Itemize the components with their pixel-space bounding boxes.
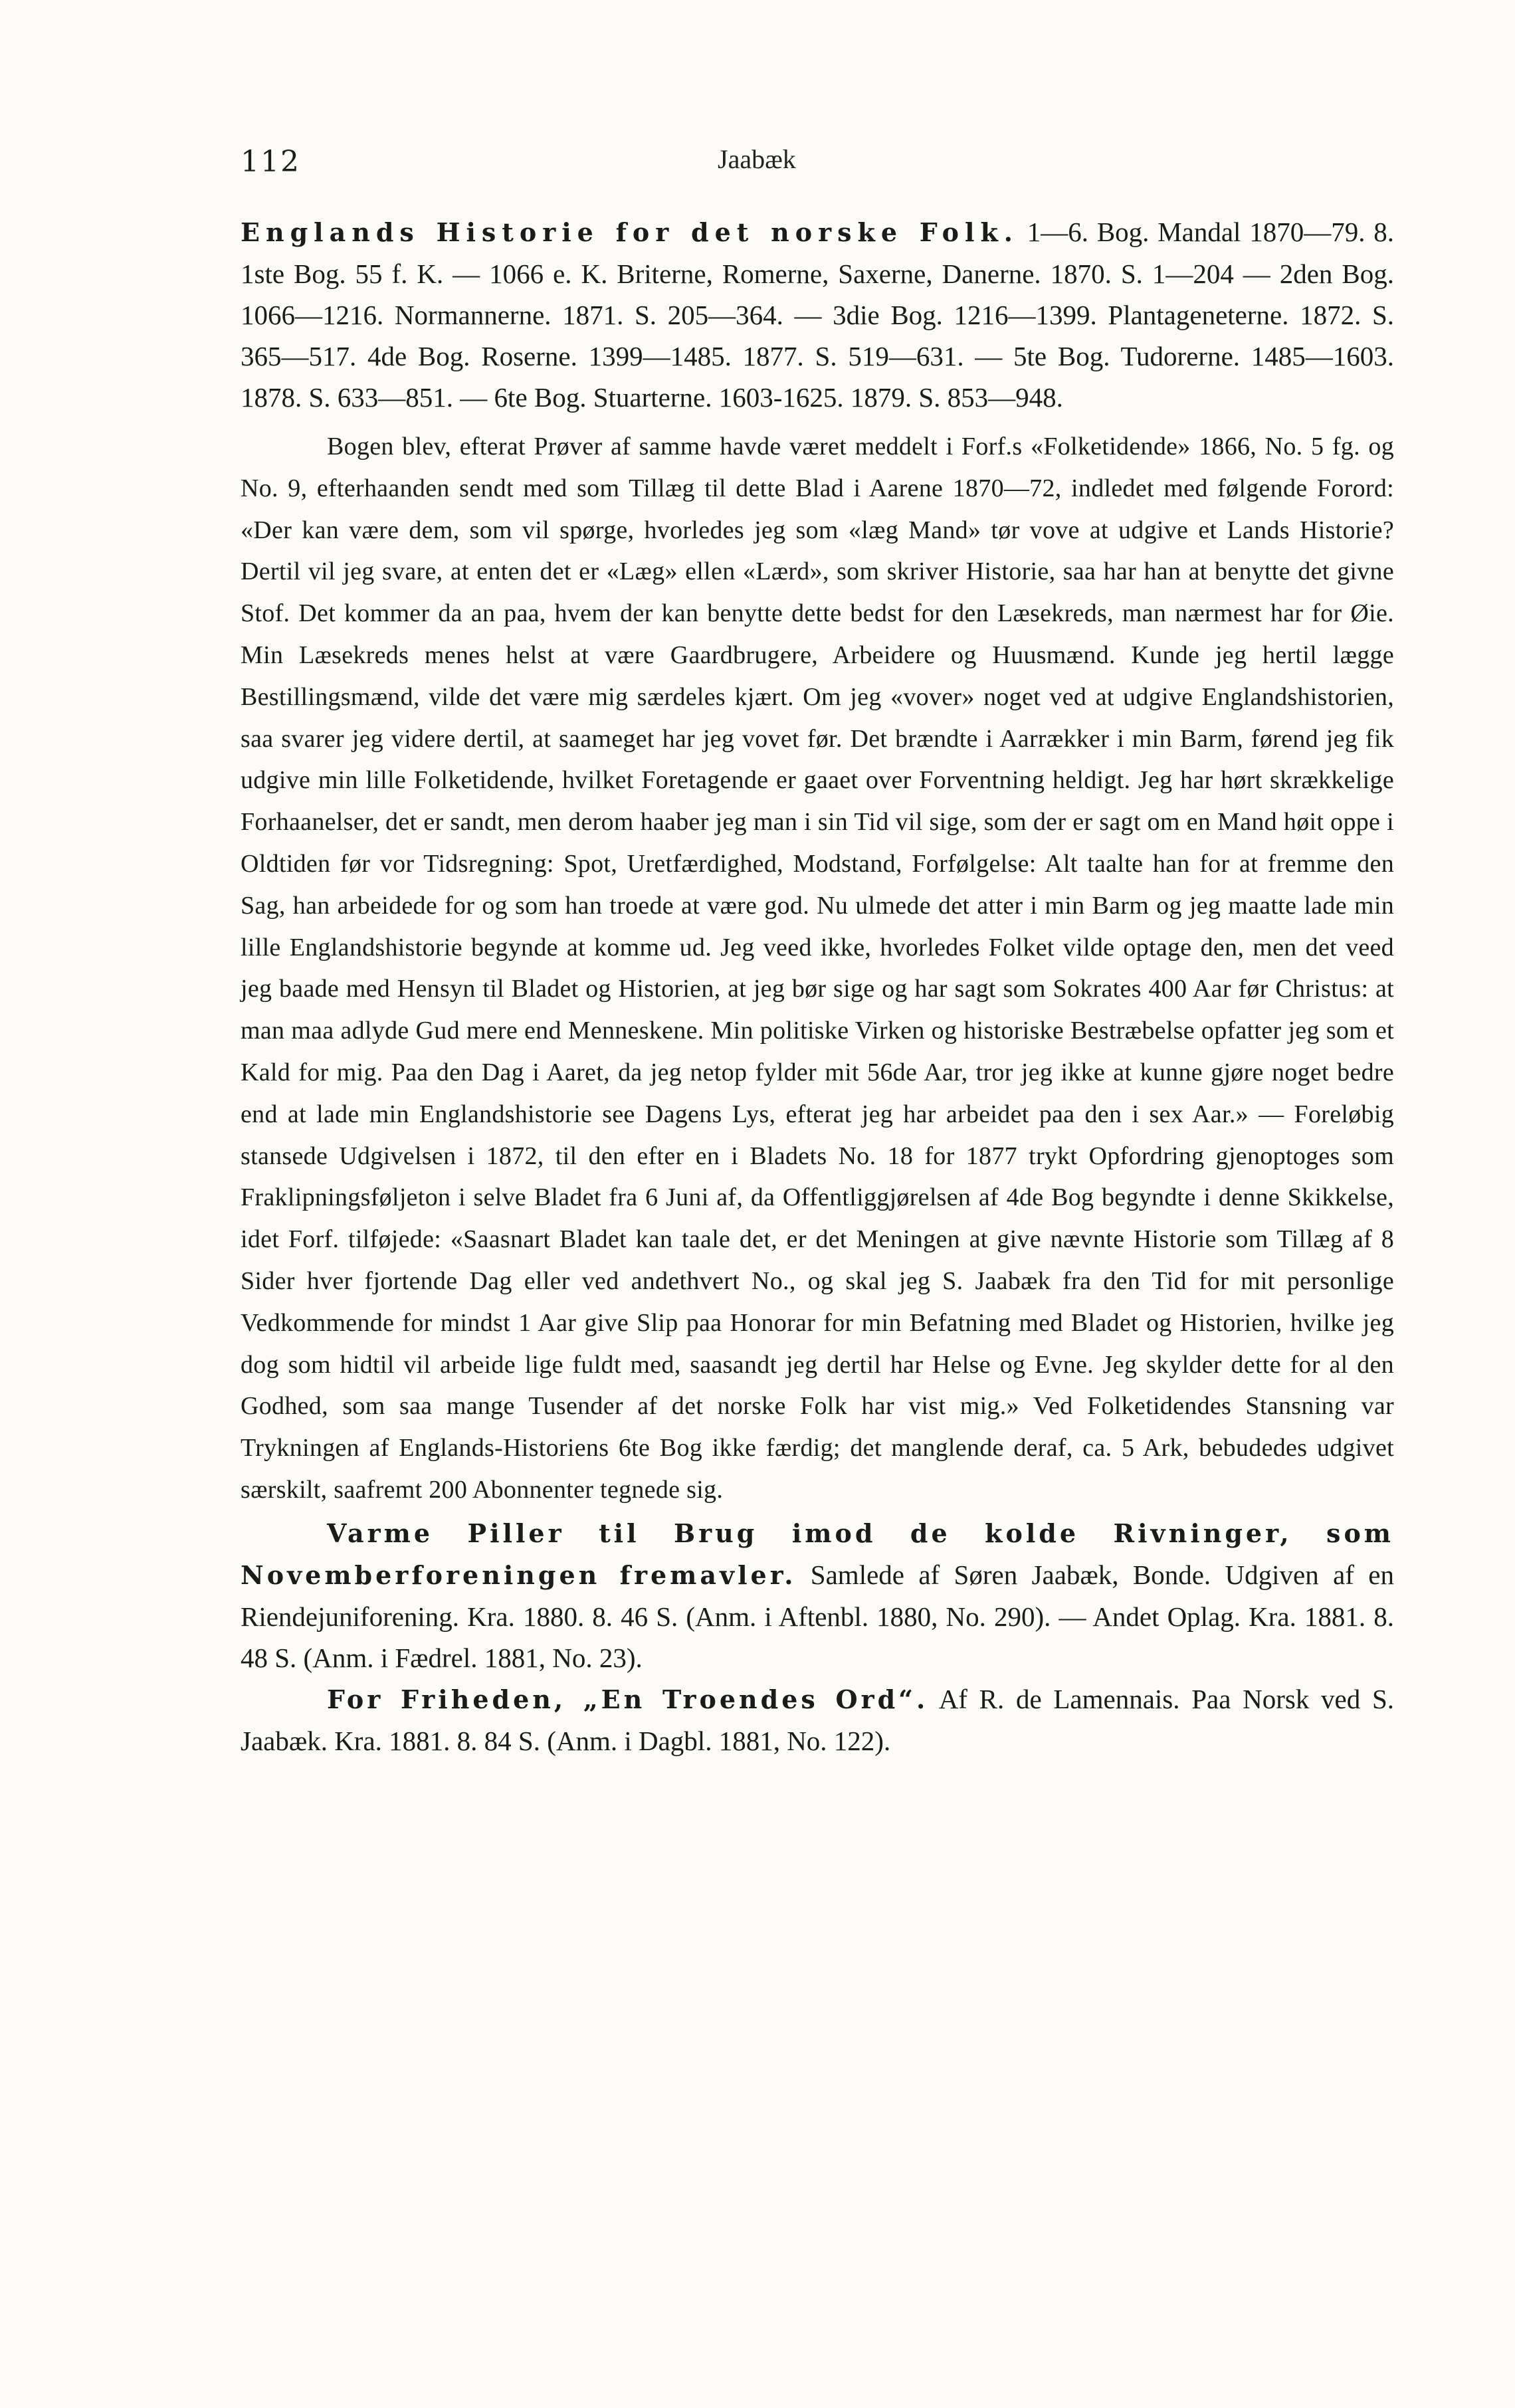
entry-title: For Friheden, „En Troendes Ord“.	[327, 1684, 929, 1714]
page-body	[241, 211, 1394, 1761]
entry-text: Af R. de Lamennais. Paa Norsk ved S. Jaabæk. Kra. 1881. 8. 84 S. (Anm. i Dagbl. 1881, No. 122).	[241, 1683, 1394, 1756]
running-head: Jaabæk	[718, 144, 796, 174]
page-number: 112	[241, 145, 300, 179]
entry-note: Bogen blev, efterat Prøver af samme havde været meddelt i Forf.s «Folketidende» 1866, No. 5 fg. og No. 9, efterhaanden sendt med som Tillæg til dette Blad i Aarene 1870—72, indledet med følgende Forord: «Der kan være dem, som vil spørge, hvorledes jeg som «læg Mand» tør vove at udgive et Lands Historie? Dertil vil jeg svare, at enten det er «Læg» ellen «Lærd», som skriver Historie, saa har han at benytte det givne Stof. Det kommer da an paa, hvem der kan benytte dette bedst for den Læsekreds, man nærmest har for Øie. Min Læsekreds menes helst at være Gaardbrugere, Arbeidere og Huusmænd. Kunde jeg hertil lægge Bestillingsmænd, vilde det være mig særdeles kjært. Om jeg «vover» noget ved at udgive Englandshistorien, saa svarer jeg videre dertil, at saameget har jeg vovet før. Det brændte i Aarrækker i min Barm, førend jeg fik udgive min lille Folketidende, hvilket Foretagende er gaaet over Forventning heldigt. Jeg har hørt skrækkelige Forhaanelser, det er sandt, men derom haaber jeg man i sin Tid vil sige, som der er sagt om en Mand høit oppe i Oldtiden før vor Tidsregning: Spot, Uretfærdighed, Modstand, Forfølgelse: Alt taalte han for at fremme den Sag, han arbeidede for og som han troede at være god. Nu ulmede det atter i min Barm og jeg maatte lade min lille Englandshistorie begynde at komme ud. Jeg veed ikke, hvorledes Folket vilde optage den, men det veed jeg baade med Hensyn til Bladet og Historien, at jeg bør sige og har sagt som Sokrates 400 Aar før Christus: at man maa adlyde Gud mere end Menneskene. Min politiske Virken og historiske Bestræbelse opfatter jeg som et Kald for mig. Paa den Dag i Aaret, da jeg netop fylder mit 56de Aar, tror jeg ikke at kunne gjøre noget bedre end at lade min Englandshistorie see Dagens Lys, efterat jeg har arbeidet paa den i sex Aar.» — Foreløbig stansede Udgivelsen i 1872, til den efter en i Bladets No. 18 for 1877 trykt Opfordring gjenoptoges som Fraklipningsføljeton i selve Bladet fra 6 Juni af, da Offentliggjørelsen af 4de Bog begyndte i denne Skikkelse, idet Forf. tilføjede: «Saasnart Bladet kan taale det, er det Meningen at give nævnte Historie som Tillæg af 8 Sider hver fjortende Dag eller ved andethvert No., og skal jeg S. Jaabæk fra den Tid for mit personlige Vedkommende for mindst 1 Aar give Slip paa Honorar for min Befatning med Bladet og Historien, hvilke jeg dog som hidtil vil arbeide lige fuldt med, saasandt jeg dertil har Helse og Evne. Jeg skylder dette for al den Godhed, som saa mange Tusender af det norske Folk har vist mig.» Ved Folketidendes Stansning var Trykningen af Englands-Historiens 6te Bog ikke færdig; det manglende deraf, ca. 5 Ark, bebudedes udgivet særskilt, saafremt 200 Abonnenter tegnede sig.	[241, 433, 1394, 1504]
bibliography-entry	[241, 211, 1394, 418]
bibliography-entry	[241, 1512, 1394, 1678]
entry-text: Samlede af Søren Jaabæk, Bonde. Udgiven af en Riendejuniforening. Kra. 1880. 8. 46 S. (Anm. i Aftenbl. 1880, No. 290). — Andet Oplag. Kra. 1881. 8. 48 S. (Anm. i Fædrel. 1881, No. 23).	[241, 1559, 1394, 1673]
entry-title: Englands Historie for det norske Folk.	[241, 217, 1019, 247]
entry-title: Varme Piller til Brug imod de kolde Rivninger, som Novemberforeningen fremavler.	[241, 1518, 1394, 1590]
entry-text: 1—6. Bog. Mandal 1870—79. 8. 1ste Bog. 55 f. K. — 1066 e. K. Briterne, Romerne, Saxerne, Danerne. 1870. S. 1—204 — 2den Bog. 1066—1216. Normannerne. 1871. S. 205—364. — 3die Bog. 1216—1399. Plantageneterne. 1872. S. 365—517. 4de Bog. Roserne. 1399—1485. 1877. S. 519—631. — 5te Bog. Tudorerne. 1485—1603. 1878. S. 633—851. — 6te Bog. Stuarterne. 1603-1625. 1879. S. 853—948.	[241, 217, 1394, 413]
bibliography-entry	[241, 1678, 1394, 1761]
